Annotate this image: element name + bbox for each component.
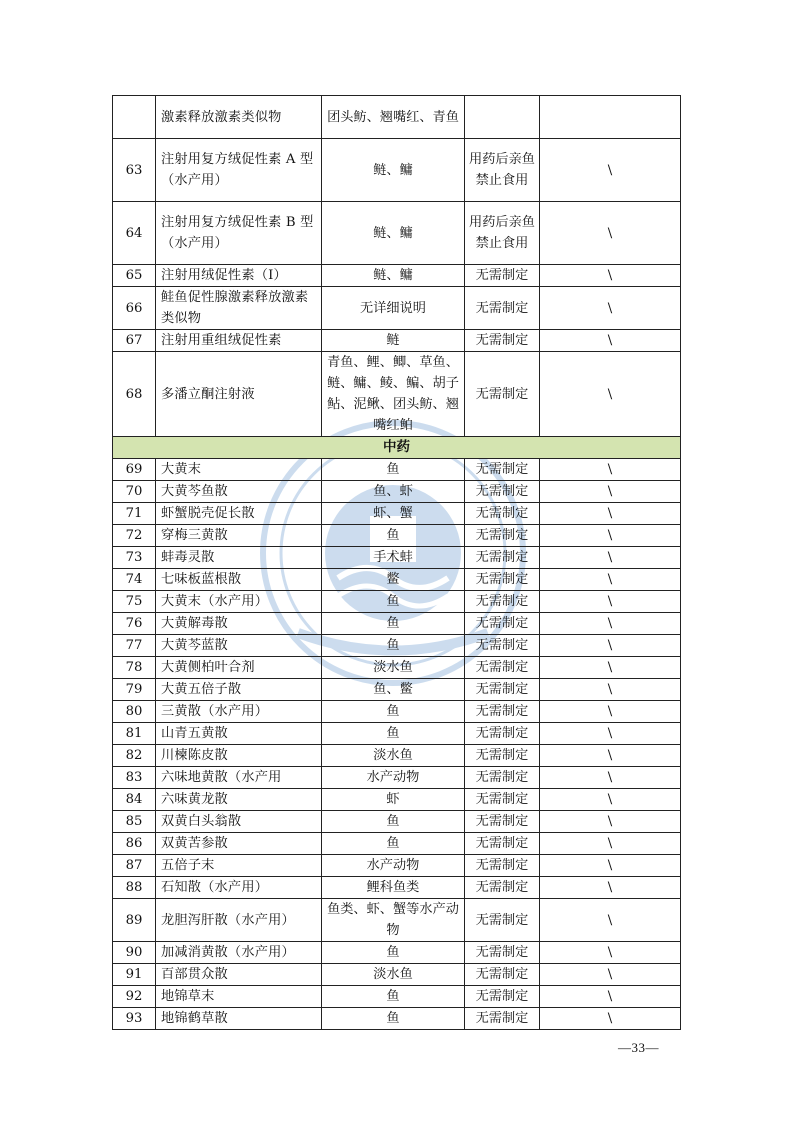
withdrawal-period: 无需制定	[465, 1008, 540, 1030]
row-number: 64	[113, 202, 156, 265]
withdrawal-period: 无需制定	[465, 613, 540, 635]
target-species: 鱼	[322, 525, 465, 547]
drug-name: 六味黄龙散	[156, 789, 322, 811]
withdrawal-period: 用药后亲鱼禁止食用	[465, 139, 540, 202]
drug-name: 石知散（水产用）	[156, 877, 322, 899]
withdrawal-period: 无需制定	[465, 657, 540, 679]
remarks: \	[540, 330, 681, 352]
table-row	[113, 745, 681, 767]
row-number: 75	[113, 591, 156, 613]
withdrawal-period: 无需制定	[465, 723, 540, 745]
target-species: 鱼	[322, 833, 465, 855]
row-number: 83	[113, 767, 156, 789]
target-species: 鱼	[322, 591, 465, 613]
withdrawal-period: 无需制定	[465, 635, 540, 657]
table-row	[113, 877, 681, 899]
table-row	[113, 1008, 681, 1030]
table-row	[113, 569, 681, 591]
table-row	[113, 96, 681, 139]
row-number: 90	[113, 942, 156, 964]
target-species: 鱼、鳖	[322, 679, 465, 701]
target-species: 虾、蟹	[322, 503, 465, 525]
table-row	[113, 942, 681, 964]
remarks: \	[540, 352, 681, 437]
withdrawal-period: 无需制定	[465, 986, 540, 1008]
row-number: 78	[113, 657, 156, 679]
withdrawal-period: 无需制定	[465, 701, 540, 723]
drug-name: 蚌毒灵散	[156, 547, 322, 569]
drug-name: 穿梅三黄散	[156, 525, 322, 547]
drug-name: 注射用绒促性素（I）	[156, 265, 322, 287]
table-row	[113, 265, 681, 287]
withdrawal-period: 无需制定	[465, 789, 540, 811]
withdrawal-period: 无需制定	[465, 503, 540, 525]
table-row	[113, 833, 681, 855]
remarks: \	[540, 139, 681, 202]
table-row	[113, 613, 681, 635]
drug-name: 大黄芩蓝散	[156, 635, 322, 657]
row-number: 89	[113, 899, 156, 942]
target-species: 水产动物	[322, 767, 465, 789]
drug-name: 大黄芩鱼散	[156, 481, 322, 503]
row-number: 92	[113, 986, 156, 1008]
remarks: \	[540, 855, 681, 877]
withdrawal-period: 无需制定	[465, 811, 540, 833]
row-number	[113, 96, 156, 139]
remarks: \	[540, 525, 681, 547]
remarks: \	[540, 811, 681, 833]
remarks: \	[540, 591, 681, 613]
drug-name: 双黄苦参散	[156, 833, 322, 855]
drug-name: 三黄散（水产用）	[156, 701, 322, 723]
drug-name: 激素释放激素类似物	[156, 96, 322, 139]
table-row	[113, 503, 681, 525]
target-species: 鱼、虾	[322, 481, 465, 503]
table-row	[113, 899, 681, 942]
drug-name: 山青五黄散	[156, 723, 322, 745]
withdrawal-period: 无需制定	[465, 877, 540, 899]
target-species: 手术蚌	[322, 547, 465, 569]
target-species: 青鱼、鲤、鲫、草鱼、鲢、鳙、鲮、鳊、胡子鲇、泥鳅、团头鲂、翘嘴红鲌	[322, 352, 465, 437]
section-title: 中药	[113, 437, 681, 459]
drug-name: 川楝陈皮散	[156, 745, 322, 767]
withdrawal-period: 无需制定	[465, 679, 540, 701]
remarks: \	[540, 942, 681, 964]
target-species: 团头鲂、翘嘴红、青鱼	[322, 96, 465, 139]
row-number: 91	[113, 964, 156, 986]
table-row	[113, 330, 681, 352]
drug-name: 六味地黄散（水产用	[156, 767, 322, 789]
drug-name: 双黄白头翁散	[156, 811, 322, 833]
table-row	[113, 701, 681, 723]
drug-name: 注射用复方绒促性素 B 型（水产用）	[156, 202, 322, 265]
table-row	[113, 481, 681, 503]
table-row	[113, 547, 681, 569]
remarks: \	[540, 503, 681, 525]
row-number: 76	[113, 613, 156, 635]
remarks: \	[540, 745, 681, 767]
target-species: 鱼	[322, 942, 465, 964]
row-number: 68	[113, 352, 156, 437]
row-number: 79	[113, 679, 156, 701]
withdrawal-period: 无需制定	[465, 265, 540, 287]
drug-name: 虾蟹脱壳促长散	[156, 503, 322, 525]
target-species: 鱼类、虾、蟹等水产动物	[322, 899, 465, 942]
withdrawal-period: 无需制定	[465, 287, 540, 330]
table-row	[113, 986, 681, 1008]
row-number: 88	[113, 877, 156, 899]
table-row	[113, 287, 681, 330]
drug-name: 龙胆泻肝散（水产用）	[156, 899, 322, 942]
remarks: \	[540, 657, 681, 679]
drug-name: 百部贯众散	[156, 964, 322, 986]
row-number: 69	[113, 459, 156, 481]
table-row	[113, 635, 681, 657]
remarks: \	[540, 1008, 681, 1030]
drug-name: 七味板蓝根散	[156, 569, 322, 591]
withdrawal-period: 无需制定	[465, 547, 540, 569]
row-number: 77	[113, 635, 156, 657]
target-species: 淡水鱼	[322, 745, 465, 767]
target-species: 鱼	[322, 723, 465, 745]
target-species: 鱼	[322, 811, 465, 833]
drug-name: 注射用重组绒促性素	[156, 330, 322, 352]
table-row	[113, 811, 681, 833]
withdrawal-period: 无需制定	[465, 569, 540, 591]
row-number: 85	[113, 811, 156, 833]
target-species: 无详细说明	[322, 287, 465, 330]
withdrawal-period: 无需制定	[465, 330, 540, 352]
withdrawal-period: 无需制定	[465, 855, 540, 877]
target-species: 鱼	[322, 635, 465, 657]
row-number: 81	[113, 723, 156, 745]
table-row	[113, 202, 681, 265]
remarks: \	[540, 547, 681, 569]
drug-table	[112, 95, 681, 1030]
remarks: \	[540, 701, 681, 723]
row-number: 74	[113, 569, 156, 591]
remarks: \	[540, 877, 681, 899]
withdrawal-period: 无需制定	[465, 525, 540, 547]
remarks: \	[540, 635, 681, 657]
drug-name: 大黄末（水产用）	[156, 591, 322, 613]
remarks: \	[540, 899, 681, 942]
target-species: 鱼	[322, 986, 465, 1008]
withdrawal-period	[465, 96, 540, 139]
withdrawal-period: 无需制定	[465, 767, 540, 789]
remarks: \	[540, 202, 681, 265]
row-number: 86	[113, 833, 156, 855]
remarks	[540, 96, 681, 139]
drug-name: 注射用复方绒促性素 A 型（水产用）	[156, 139, 322, 202]
row-number: 66	[113, 287, 156, 330]
table-row	[113, 657, 681, 679]
remarks: \	[540, 833, 681, 855]
target-species: 鲢、鳙	[322, 265, 465, 287]
target-species: 鱼	[322, 701, 465, 723]
table-row	[113, 767, 681, 789]
table-row	[113, 591, 681, 613]
drug-name: 鲑鱼促性腺激素释放激素类似物	[156, 287, 322, 330]
withdrawal-period: 无需制定	[465, 833, 540, 855]
drug-name: 地锦鹤草散	[156, 1008, 322, 1030]
row-number: 65	[113, 265, 156, 287]
remarks: \	[540, 986, 681, 1008]
row-number: 63	[113, 139, 156, 202]
withdrawal-period: 无需制定	[465, 459, 540, 481]
remarks: \	[540, 767, 681, 789]
table-row	[113, 789, 681, 811]
table-row	[113, 139, 681, 202]
drug-name: 大黄末	[156, 459, 322, 481]
remarks: \	[540, 789, 681, 811]
withdrawal-period: 无需制定	[465, 942, 540, 964]
target-species: 虾	[322, 789, 465, 811]
row-number: 93	[113, 1008, 156, 1030]
drug-name: 大黄五倍子散	[156, 679, 322, 701]
drug-name: 大黄侧柏叶合剂	[156, 657, 322, 679]
target-species: 淡水鱼	[322, 657, 465, 679]
target-species: 鲤科鱼类	[322, 877, 465, 899]
target-species: 鱼	[322, 1008, 465, 1030]
drug-name: 加减消黄散（水产用）	[156, 942, 322, 964]
table-row	[113, 964, 681, 986]
row-number: 67	[113, 330, 156, 352]
drug-name: 多潘立酮注射液	[156, 352, 322, 437]
section-header-row	[113, 437, 681, 459]
row-number: 71	[113, 503, 156, 525]
remarks: \	[540, 569, 681, 591]
row-number: 80	[113, 701, 156, 723]
withdrawal-period: 无需制定	[465, 745, 540, 767]
remarks: \	[540, 459, 681, 481]
target-species: 鱼	[322, 613, 465, 635]
remarks: \	[540, 964, 681, 986]
table-row	[113, 352, 681, 437]
withdrawal-period: 无需制定	[465, 352, 540, 437]
target-species: 鱼	[322, 459, 465, 481]
page-number: —33—	[618, 1040, 659, 1055]
remarks: \	[540, 265, 681, 287]
target-species: 鲢、鳙	[322, 202, 465, 265]
row-number: 82	[113, 745, 156, 767]
remarks: \	[540, 679, 681, 701]
row-number: 87	[113, 855, 156, 877]
remarks: \	[540, 481, 681, 503]
table-row	[113, 855, 681, 877]
withdrawal-period: 无需制定	[465, 964, 540, 986]
target-species: 鲢、鳙	[322, 139, 465, 202]
remarks: \	[540, 723, 681, 745]
target-species: 鳖	[322, 569, 465, 591]
table-row	[113, 679, 681, 701]
drug-name: 五倍子末	[156, 855, 322, 877]
drug-name: 地锦草末	[156, 986, 322, 1008]
row-number: 70	[113, 481, 156, 503]
target-species: 淡水鱼	[322, 964, 465, 986]
withdrawal-period: 用药后亲鱼禁止食用	[465, 202, 540, 265]
remarks: \	[540, 613, 681, 635]
withdrawal-period: 无需制定	[465, 481, 540, 503]
row-number: 73	[113, 547, 156, 569]
table-row	[113, 525, 681, 547]
table-row	[113, 459, 681, 481]
withdrawal-period: 无需制定	[465, 899, 540, 942]
table-row	[113, 723, 681, 745]
remarks: \	[540, 287, 681, 330]
row-number: 72	[113, 525, 156, 547]
target-species: 水产动物	[322, 855, 465, 877]
row-number: 84	[113, 789, 156, 811]
withdrawal-period: 无需制定	[465, 591, 540, 613]
drug-name: 大黄解毒散	[156, 613, 322, 635]
target-species: 鲢	[322, 330, 465, 352]
